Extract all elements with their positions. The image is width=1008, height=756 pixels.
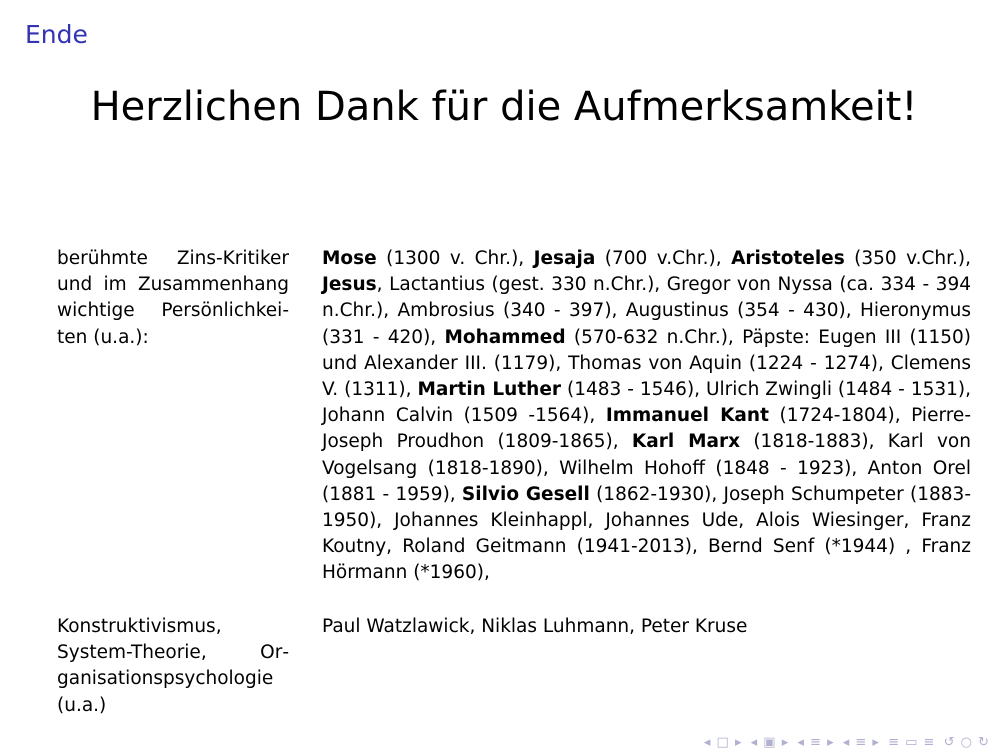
beamer-navigation bbox=[701, 735, 990, 750]
text-run: (1862-1930), Joseph Schumpeter (1883-1950), Johannes Kleinhappl, Johannes Ude, Alois Wiesinger, Franz Koutny, Roland Geitmann (1941-2013), Bernd Senf (*1944) , Franz Hörmann (*1960), bbox=[322, 483, 971, 584]
text-run: , Lactantius (gest. 330 n.Chr.), Gregor von Nyssa (ca. 334 - 394 n.Chr.), Ambrosius (340 - 397), Augustinus (354 - 430), Hieronymus (331 - 420), bbox=[322, 274, 971, 348]
nav-first-icon[interactable]: ◂ □ ▸ bbox=[703, 735, 743, 750]
text-run: (570-632 n.Chr.), Päpste: Eugen III (1150) und Alexander III. (1179), Thomas von Aquin (1224 - 1274), Clemens V. (1311), bbox=[322, 326, 971, 401]
person-name: Jesaja bbox=[533, 248, 596, 269]
constructivism-list bbox=[322, 614, 971, 640]
nav-frame-icon[interactable]: ◂ ▣ ▸ bbox=[750, 735, 790, 750]
nav-align-icon[interactable]: ≡ ▭ ≡ bbox=[888, 735, 936, 750]
person-name: Martin Luther bbox=[417, 379, 562, 401]
constructivism-label: Konstruktivismus, System-Theorie, Organisationspsychologie (u.a.) bbox=[57, 616, 289, 716]
nav-subsection-icon[interactable]: ◂ ≡ ▸ bbox=[842, 735, 880, 750]
person-name: Mose bbox=[322, 248, 377, 269]
person-name: Aristoteles bbox=[731, 248, 845, 269]
person-name: Immanuel Kant bbox=[605, 405, 769, 427]
person-name: Jesus bbox=[322, 274, 377, 296]
text-run: (1818-1883), Karl von Vogelsang (1818-1890), Wilhelm Hohoff (1848 - 1923), Anton Orel (1881 - 1959), bbox=[322, 431, 971, 505]
person-name: Karl Marx bbox=[631, 431, 741, 453]
person-name: Silvio Gesell bbox=[461, 483, 590, 505]
slide-headline: Herzlichen Dank für die Aufmerksamkeit! bbox=[90, 84, 918, 130]
critics-label: berühmte Zins-Kritiker und im Zusammenhang wichtige Persönlichkeiten (u.a.): bbox=[57, 248, 289, 348]
text-run: (1724-1804), Pierre-Joseph Proudhon (1809-1865), bbox=[322, 405, 971, 453]
text-run: (1300 v. Chr.), bbox=[376, 248, 534, 269]
frame-title: Ende bbox=[25, 20, 88, 49]
text-run: (350 v.Chr.), bbox=[844, 248, 972, 269]
text-run: (700 v.Chr.), bbox=[595, 248, 732, 269]
critics-list bbox=[322, 246, 971, 587]
person-name: Mohammed bbox=[444, 326, 566, 348]
text-run: (1483 - 1546), Ulrich Zwingli (1484 - 1531), Johann Calvin (1509 -1564), bbox=[322, 379, 971, 427]
nav-section-icon[interactable]: ◂ ≡ ▸ bbox=[797, 735, 835, 750]
text-run: Paul Watzlawick, Niklas Luhmann, Peter Kruse bbox=[322, 616, 748, 637]
nav-search-icon[interactable]: ↺ ○ ↻ bbox=[943, 735, 990, 750]
